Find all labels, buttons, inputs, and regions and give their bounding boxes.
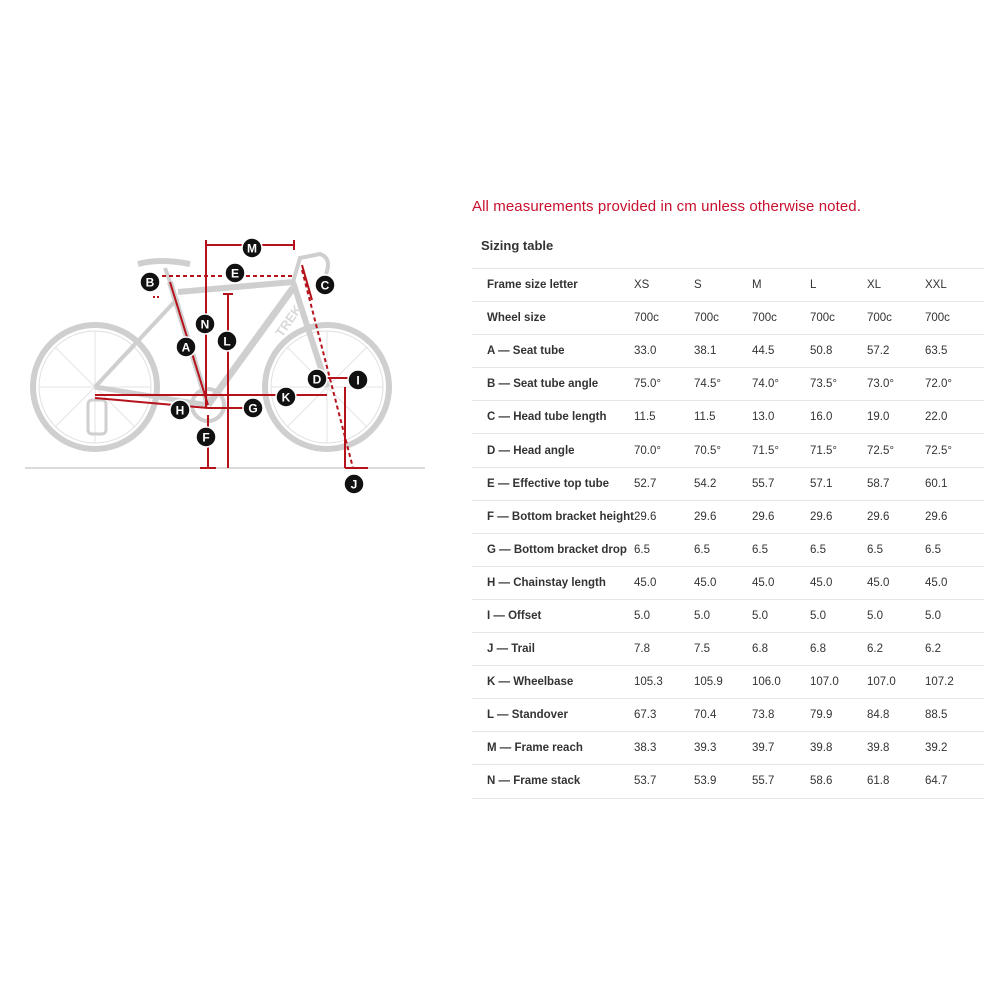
table-cell: 22.0 bbox=[925, 401, 984, 434]
table-cell: 39.7 bbox=[752, 732, 810, 765]
table-row bbox=[472, 699, 984, 732]
table-cell: 74.0° bbox=[752, 368, 810, 401]
table-cell: 45.0 bbox=[752, 566, 810, 599]
table-cell: 11.5 bbox=[634, 401, 694, 434]
table-cell: 44.5 bbox=[752, 335, 810, 368]
table-cell: 11.5 bbox=[694, 401, 752, 434]
table-cell: 6.8 bbox=[752, 633, 810, 666]
row-label: A — Seat tube bbox=[472, 335, 634, 368]
table-cell: 5.0 bbox=[867, 599, 925, 632]
table-row bbox=[472, 599, 984, 632]
table-cell: 70.4 bbox=[694, 699, 752, 732]
table-cell: 45.0 bbox=[810, 566, 867, 599]
table-cell: 64.7 bbox=[925, 765, 984, 798]
table-cell: 88.5 bbox=[925, 699, 984, 732]
marker-e bbox=[225, 263, 245, 283]
table-row bbox=[472, 368, 984, 401]
table-row bbox=[472, 500, 984, 533]
table-cell: 29.6 bbox=[634, 500, 694, 533]
table-cell: 73.0° bbox=[867, 368, 925, 401]
table-cell: 38.1 bbox=[694, 335, 752, 368]
table-cell: 107.0 bbox=[810, 666, 867, 699]
svg-text:G: G bbox=[248, 401, 258, 416]
sizing-table bbox=[472, 268, 984, 799]
table-cell: 700c bbox=[752, 302, 810, 335]
table-cell: 72.5° bbox=[867, 434, 925, 467]
table-row bbox=[472, 732, 984, 765]
marker-g bbox=[243, 398, 263, 418]
row-label: J — Trail bbox=[472, 633, 634, 666]
row-label: Wheel size bbox=[472, 302, 634, 335]
table-cell: 29.6 bbox=[810, 500, 867, 533]
marker-h bbox=[170, 400, 190, 420]
table-cell: 50.8 bbox=[810, 335, 867, 368]
table-cell: M bbox=[752, 269, 810, 302]
frame-logo: TREK bbox=[272, 302, 305, 340]
table-cell: 39.8 bbox=[810, 732, 867, 765]
table-cell: 6.2 bbox=[925, 633, 984, 666]
table-row bbox=[472, 533, 984, 566]
row-label: F — Bottom bracket height bbox=[472, 500, 634, 533]
svg-text:F: F bbox=[202, 430, 210, 445]
table-row bbox=[472, 335, 984, 368]
table-cell: 84.8 bbox=[867, 699, 925, 732]
table-row bbox=[472, 434, 984, 467]
marker-i bbox=[348, 370, 368, 390]
table-cell: 75.0° bbox=[634, 368, 694, 401]
table-cell: 33.0 bbox=[634, 335, 694, 368]
marker-j bbox=[344, 474, 364, 494]
table-row bbox=[472, 401, 984, 434]
marker-c bbox=[315, 275, 335, 295]
table-row bbox=[472, 467, 984, 500]
table-cell: XS bbox=[634, 269, 694, 302]
svg-text:K: K bbox=[281, 390, 291, 405]
marker-f bbox=[196, 427, 216, 447]
table-cell: 39.3 bbox=[694, 732, 752, 765]
table-cell: 5.0 bbox=[634, 599, 694, 632]
table-cell: 700c bbox=[634, 302, 694, 335]
svg-text:M: M bbox=[247, 241, 257, 256]
table-cell: 700c bbox=[925, 302, 984, 335]
table-cell: 7.8 bbox=[634, 633, 694, 666]
row-label: C — Head tube length bbox=[472, 401, 634, 434]
row-label: K — Wheelbase bbox=[472, 666, 634, 699]
table-cell: 5.0 bbox=[925, 599, 984, 632]
table-cell: 13.0 bbox=[752, 401, 810, 434]
table-cell: 63.5 bbox=[925, 335, 984, 368]
table-cell: 105.3 bbox=[634, 666, 694, 699]
table-row bbox=[472, 765, 984, 798]
table-cell: 53.7 bbox=[634, 765, 694, 798]
table-cell: 72.0° bbox=[925, 368, 984, 401]
table-cell: 29.6 bbox=[694, 500, 752, 533]
table-row bbox=[472, 633, 984, 666]
table-cell: 54.2 bbox=[694, 467, 752, 500]
table-cell: L bbox=[810, 269, 867, 302]
row-label: L — Standover bbox=[472, 699, 634, 732]
table-cell: 53.9 bbox=[694, 765, 752, 798]
table-cell: 55.7 bbox=[752, 467, 810, 500]
table-cell: 45.0 bbox=[694, 566, 752, 599]
table-cell: 106.0 bbox=[752, 666, 810, 699]
table-cell: 61.8 bbox=[867, 765, 925, 798]
table-cell: 55.7 bbox=[752, 765, 810, 798]
marker-n bbox=[195, 314, 215, 334]
table-row bbox=[472, 666, 984, 699]
bike-illustration bbox=[25, 254, 425, 468]
table-cell: 6.5 bbox=[634, 533, 694, 566]
table-cell: 105.9 bbox=[694, 666, 752, 699]
table-cell: 107.2 bbox=[925, 666, 984, 699]
table-cell: 67.3 bbox=[634, 699, 694, 732]
svg-text:I: I bbox=[356, 373, 360, 388]
table-cell: 16.0 bbox=[810, 401, 867, 434]
svg-text:H: H bbox=[175, 403, 185, 418]
marker-a bbox=[176, 337, 196, 357]
svg-text:J: J bbox=[350, 477, 358, 492]
table-cell: 6.5 bbox=[694, 533, 752, 566]
table-cell: 38.3 bbox=[634, 732, 694, 765]
table-cell: 70.0° bbox=[634, 434, 694, 467]
table-cell: 71.5° bbox=[752, 434, 810, 467]
row-label: B — Seat tube angle bbox=[472, 368, 634, 401]
table-cell: 29.6 bbox=[925, 500, 984, 533]
table-cell: 45.0 bbox=[867, 566, 925, 599]
sizing-table-title: Sizing table bbox=[481, 238, 554, 253]
table-cell: 6.8 bbox=[810, 633, 867, 666]
svg-text:D: D bbox=[312, 372, 322, 387]
table-cell: 45.0 bbox=[634, 566, 694, 599]
table-cell: 700c bbox=[694, 302, 752, 335]
table-cell: 29.6 bbox=[752, 500, 810, 533]
row-label: N — Frame stack bbox=[472, 765, 634, 798]
table-cell: 700c bbox=[867, 302, 925, 335]
row-label: Frame size letter bbox=[472, 269, 634, 302]
table-cell: 700c bbox=[810, 302, 867, 335]
table-cell: 52.7 bbox=[634, 467, 694, 500]
table-cell: 57.2 bbox=[867, 335, 925, 368]
table-cell: 6.5 bbox=[867, 533, 925, 566]
table-cell: 5.0 bbox=[810, 599, 867, 632]
row-label: H — Chainstay length bbox=[472, 566, 634, 599]
table-row bbox=[472, 302, 984, 335]
measurement-note: All measurements provided in cm unless otherwise noted. bbox=[472, 198, 862, 215]
row-label: G — Bottom bracket drop bbox=[472, 533, 634, 566]
table-cell: 29.6 bbox=[867, 500, 925, 533]
table-cell: 19.0 bbox=[867, 401, 925, 434]
table-cell: 39.2 bbox=[925, 732, 984, 765]
table-cell: 5.0 bbox=[752, 599, 810, 632]
table-cell: 58.7 bbox=[867, 467, 925, 500]
table-cell: XXL bbox=[925, 269, 984, 302]
table-cell: 6.5 bbox=[810, 533, 867, 566]
svg-text:E: E bbox=[230, 266, 240, 281]
table-cell: 58.6 bbox=[810, 765, 867, 798]
bike-diagram-svg bbox=[20, 230, 440, 500]
marker-m bbox=[242, 238, 262, 258]
table-cell: 72.5° bbox=[925, 434, 984, 467]
svg-text:A: A bbox=[181, 340, 191, 355]
table-cell: 6.5 bbox=[925, 533, 984, 566]
table-cell: 74.5° bbox=[694, 368, 752, 401]
marker-l bbox=[217, 331, 237, 351]
table-cell: XL bbox=[867, 269, 925, 302]
table-cell: 45.0 bbox=[925, 566, 984, 599]
table-cell: 107.0 bbox=[867, 666, 925, 699]
table-row bbox=[472, 566, 984, 599]
table-cell: S bbox=[694, 269, 752, 302]
row-label: D — Head angle bbox=[472, 434, 634, 467]
table-cell: 79.9 bbox=[810, 699, 867, 732]
table-cell: 6.2 bbox=[867, 633, 925, 666]
row-label: M — Frame reach bbox=[472, 732, 634, 765]
svg-text:L: L bbox=[223, 334, 231, 349]
bike-geometry-diagram bbox=[20, 230, 440, 500]
marker-b bbox=[140, 272, 160, 292]
table-cell: 7.5 bbox=[694, 633, 752, 666]
table-cell: 39.8 bbox=[867, 732, 925, 765]
row-label: I — Offset bbox=[472, 599, 634, 632]
svg-text:N: N bbox=[200, 317, 210, 332]
table-cell: 57.1 bbox=[810, 467, 867, 500]
marker-k bbox=[276, 387, 296, 407]
table-header-row bbox=[472, 269, 984, 302]
table-cell: 6.5 bbox=[752, 533, 810, 566]
table-cell: 70.5° bbox=[694, 434, 752, 467]
svg-text:C: C bbox=[320, 278, 330, 293]
row-label: E — Effective top tube bbox=[472, 467, 634, 500]
svg-text:B: B bbox=[145, 275, 155, 290]
table-cell: 73.5° bbox=[810, 368, 867, 401]
table-cell: 5.0 bbox=[694, 599, 752, 632]
table-cell: 60.1 bbox=[925, 467, 984, 500]
table-cell: 71.5° bbox=[810, 434, 867, 467]
table-cell: 73.8 bbox=[752, 699, 810, 732]
marker-d bbox=[307, 369, 327, 389]
